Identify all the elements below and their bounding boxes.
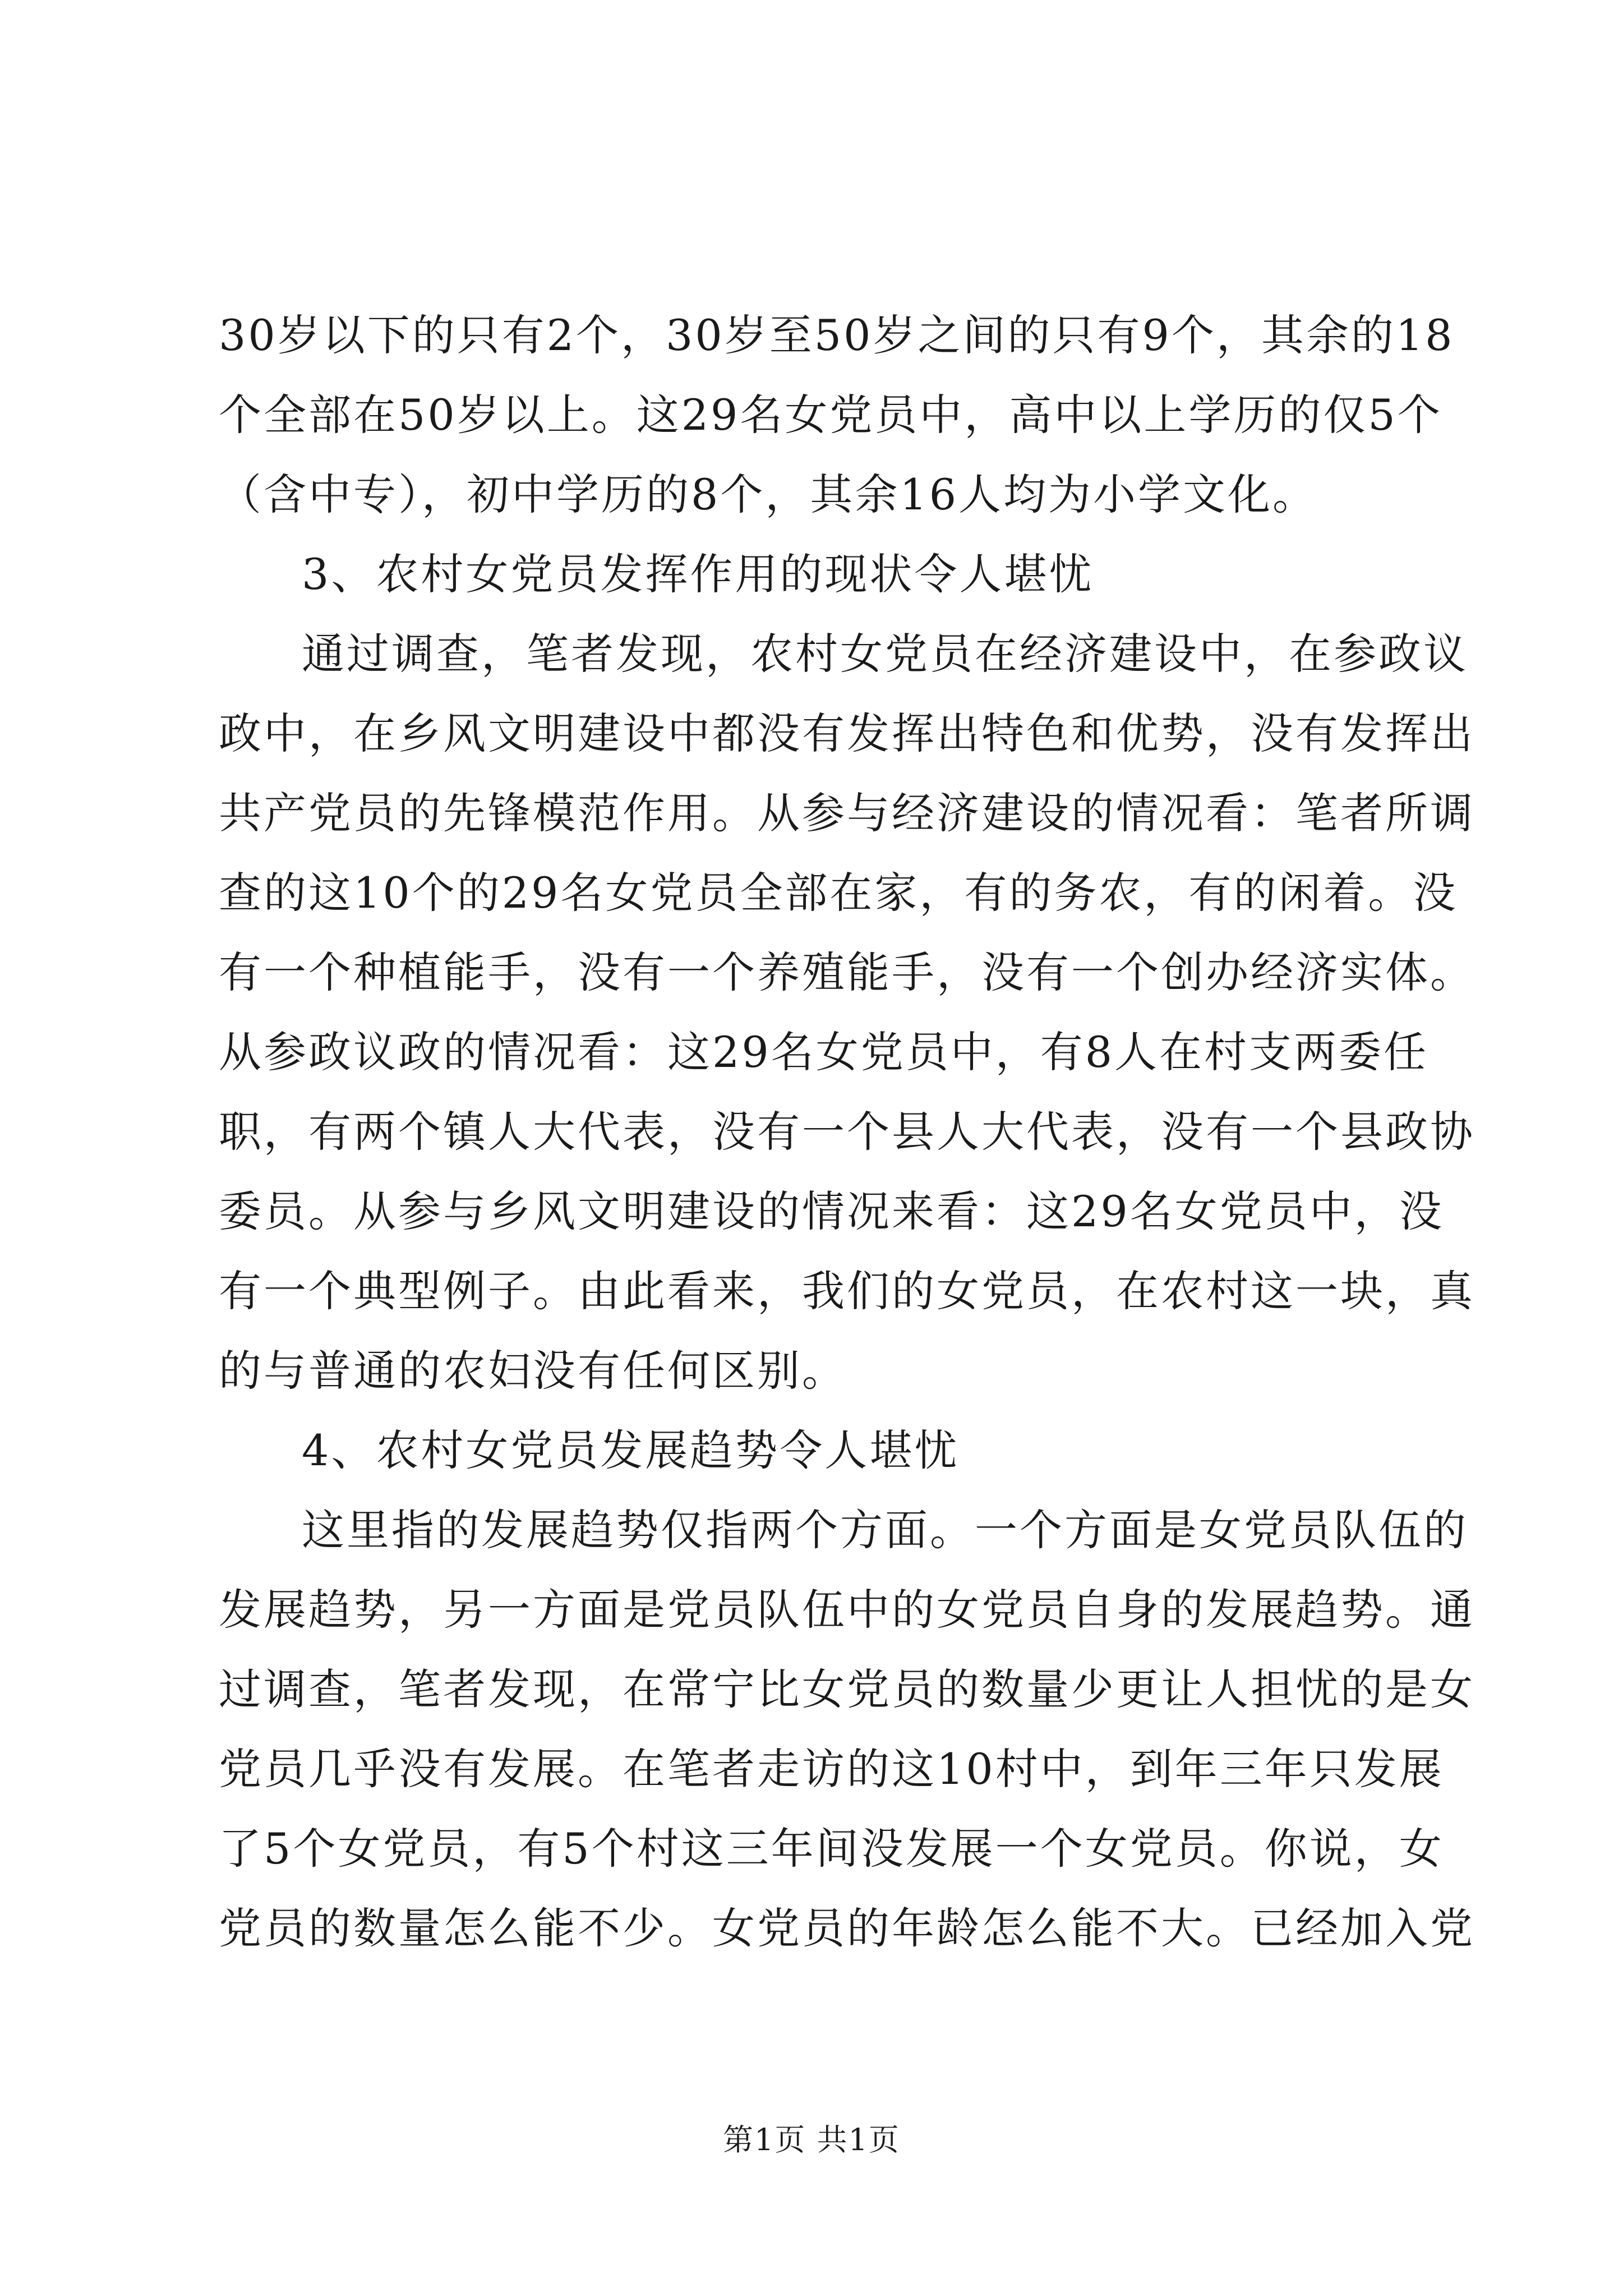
text-line: 了5个女党员，有5个村这三年间没发展一个女党员。你说，女 — [219, 1824, 1444, 1874]
text-line: 委员。从参与乡风文明建设的情况来看：这29名女党员中，没 — [219, 1186, 1444, 1236]
text-line: 查的这10个的29名女党员全部在家，有的务农，有的闲着。没 — [219, 868, 1458, 918]
text-line: 发展趋势，另一方面是党员队伍中的女党员自身的发展趋势。通 — [219, 1585, 1475, 1635]
section-heading: 4、农村女党员发展趋势令人堪忧 — [302, 1425, 960, 1475]
text-line: 有一个种植能手，没有一个养殖能手，没有一个创办经济实体。 — [219, 947, 1475, 997]
text-line: 通过调查，笔者发现，农村女党员在经济建设中，在参政议 — [302, 629, 1468, 679]
text-line: 的与普通的农妇没有任何区别。 — [219, 1346, 847, 1396]
text-line: 30岁以下的只有2个，30岁至50岁之间的只有9个，其余的18 — [219, 310, 1455, 360]
page-footer — [0, 2120, 1623, 2160]
text-line: 从参政议政的情况看：这29名女党员中，有8人在村支两委任 — [219, 1027, 1429, 1077]
text-line: 党员几乎没有发展。在笔者走访的这10村中，到年三年只发展 — [219, 1744, 1444, 1794]
text-line: 职，有两个镇人大代表，没有一个县人大代表，没有一个县政协 — [219, 1107, 1475, 1157]
text-line: 政中，在乡风文明建设中都没有发挥出特色和优势，没有发挥出 — [219, 708, 1475, 758]
text-line: 个全部在50岁以上。这29名女党员中，高中以上学历的仅5个 — [219, 390, 1442, 440]
text-line: 党员的数量怎么能不少。女党员的年龄怎么能不大。已经加入党 — [219, 1903, 1475, 1953]
text-line: 共产党员的先锋模范作用。从参与经济建设的情况看：笔者所调 — [219, 788, 1475, 838]
text-line: （含中专），初中学历的8个，其余16人均为小学文化。 — [219, 470, 1318, 519]
text-line: 这里指的发展趋势仅指两个方面。一个方面是女党员队伍的 — [302, 1505, 1468, 1555]
page-number: 第1页 共1页 — [723, 2122, 900, 2157]
text-line: 过调查，笔者发现，在常宁比女党员的数量少更让人担忧的是女 — [219, 1664, 1475, 1714]
text-line: 有一个典型例子。由此看来，我们的女党员，在农村这一块，真 — [219, 1266, 1475, 1316]
section-heading: 3、农村女党员发挥作用的现状令人堪忧 — [302, 549, 1094, 599]
